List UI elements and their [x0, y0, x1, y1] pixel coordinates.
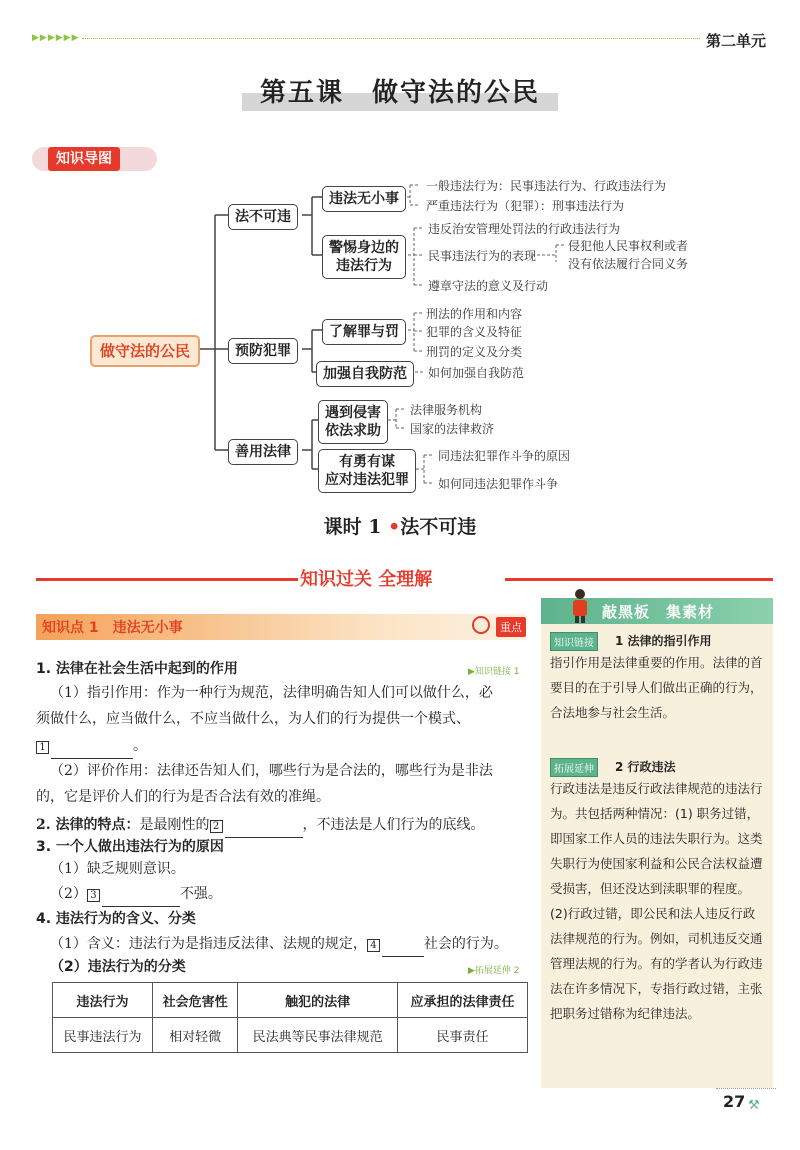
leaf: 同违法犯罪作斗争的原因 — [438, 449, 571, 463]
blank-number: 3 — [87, 889, 100, 902]
leaf: 遵章守法的意义及行动 — [428, 279, 549, 293]
knowledge-link-1[interactable]: ▶知识链接 1 — [468, 667, 520, 677]
heading-1: 1. 法律在社会生活中起到的作用 — [36, 661, 238, 677]
table-row — [53, 1018, 528, 1053]
period-title — [0, 512, 800, 539]
blank-number: 4 — [367, 939, 380, 952]
para: （1）含义：违法行为是指违反法律、法规的规定， — [50, 936, 367, 952]
table-header: 触犯的法律 — [238, 983, 398, 1018]
footer-divider — [716, 1088, 776, 1089]
section-title: 知识过关 全理解 — [300, 569, 433, 590]
section-rule-right — [505, 578, 773, 581]
leaf: 法律服务机构 — [410, 403, 483, 417]
node-yifa-qiuzhu — [318, 400, 388, 444]
table-header: 违法行为 — [53, 983, 153, 1018]
leaf: 如何同违法犯罪作斗争 — [438, 477, 559, 491]
leaf: 侵犯他人民事权利或者 — [568, 239, 689, 253]
leaf: 如何加强自我防范 — [428, 366, 525, 380]
table-header: 社会危害性 — [153, 983, 238, 1018]
blank-line-3 — [50, 880, 222, 907]
para: （2）评价作用：法律还告知人们，哪些行为是合法的，哪些行为是非法 — [50, 763, 493, 779]
table-cell: 民法典等民事法律规范 — [238, 1018, 398, 1053]
leaf: 严重违法行为（犯罪）：刑事违法行为 — [426, 199, 625, 213]
para: （2） — [50, 886, 87, 902]
extension-tag: 拓展延伸 — [550, 758, 598, 777]
node-text: 遇到侵害 — [325, 405, 381, 421]
heading-2: 2. 法律的特点： — [36, 817, 140, 833]
para-end: 社会的行为。 — [423, 936, 508, 952]
branch-fa-bu-ke-wei: 法不可违 — [228, 204, 298, 230]
branch-shan-yong-fa-lv: 善用法律 — [228, 439, 298, 465]
para: （1）指引作用：作为一种行为规范，法律明确告知人们可以做什么，必 — [50, 685, 493, 701]
period-dot: • — [388, 516, 401, 538]
classification-table — [52, 982, 528, 1053]
side-heading-1: 1 法律的指引作用 — [615, 634, 712, 648]
para-end: 不强。 — [179, 886, 222, 902]
lesson-title-text: 第五课 做守法的公民 — [242, 68, 558, 111]
blank-1[interactable] — [51, 732, 133, 759]
table-cell: 民事违法行为 — [53, 1018, 153, 1053]
leaf: 没有依法履行合同义务 — [568, 257, 689, 271]
node-text: 违法行为 — [336, 258, 392, 274]
para: 须做什么，应当做什么，不应当做什么，为人们的行为提供一个模式、 — [36, 711, 470, 727]
heading-4: 4. 违法行为的含义、分类 — [36, 911, 196, 927]
blank-4[interactable] — [382, 930, 424, 957]
leaf: 一般违法行为：民事违法行为、行政违法行为 — [426, 179, 667, 193]
teacher-icon — [568, 587, 592, 623]
section-rule-left — [36, 578, 298, 581]
para: （2）违法行为的分类 — [50, 959, 186, 975]
blank-line-1 — [36, 732, 147, 759]
leaf: 民事违法行为的表现 — [428, 249, 537, 263]
blank-3[interactable] — [102, 880, 180, 907]
kp-label: 知识点 1 违法无小事 — [42, 620, 183, 636]
blank-number: 2 — [210, 820, 223, 833]
blank-number: 1 — [36, 741, 49, 754]
node-jingti-weifa — [322, 235, 406, 279]
table-header-row — [53, 983, 528, 1018]
heading-3: 3. 一个人做出违法行为的原因 — [36, 839, 224, 855]
header-arrows: ▶▶▶▶▶▶ — [32, 33, 80, 43]
leaf: 刑法的作用和内容 — [426, 307, 523, 321]
unit-label: 第二单元 — [706, 32, 767, 50]
node-ziwo-fangfan: 加强自我防范 — [316, 361, 414, 387]
side-panel-title: 敲黑板 集素材 — [602, 603, 715, 621]
para-end: 。 — [133, 738, 147, 754]
node-text: 有勇有谋 — [339, 454, 395, 470]
side-body-1: 指引作用是法律重要的作用。法律的首要目的在于引导人们做出正确的行为，合法地参与社会生活。 — [550, 655, 763, 720]
table-header: 应承担的法律责任 — [398, 983, 528, 1018]
leaf: 违反治安管理处罚法的行政违法行为 — [428, 222, 621, 236]
gavel-icon: ⚒ — [748, 1098, 760, 1113]
node-weifa-wu-xiaoshi: 违法无小事 — [322, 186, 406, 212]
leaf: 犯罪的含义及特征 — [426, 325, 523, 339]
para: （1）缺乏规则意识。 — [50, 861, 185, 877]
para: 的，它是评价人们的行为是否合法有效的准绳。 — [36, 789, 330, 805]
para: 是最刚性的 — [139, 817, 210, 833]
mindmap-root: 做守法的公民 — [90, 335, 200, 367]
target-icon — [472, 616, 490, 634]
node-text: 警惕身边的 — [329, 240, 399, 256]
side-heading-2: 2 行政违法 — [615, 760, 676, 774]
table-cell: 相对轻微 — [153, 1018, 238, 1053]
mindmap-badge: 知识导图 — [48, 147, 120, 171]
side-body-2: 行政违法是违反行政法律规范的违法行为。共包括两种情况：(1) 职务过错，即国家工作人员的违法失职行为。这类失职行为使国家利益和公民合法权益遭受损害，但还没达到渎职罪的程度。(2)行政过错，即公民和法人违反行政法律规范的行为。例如，司机违反交通管理法规的行为。有的学者认为行政违法在许多情况下，专指行政过错，主张把职务过错称为纪律违法。 — [550, 781, 763, 1021]
blank-line-4 — [50, 930, 508, 957]
key-point-tag: 重点 — [496, 617, 526, 637]
node-yingdui-fanzui — [318, 449, 416, 493]
node-liaojie-zui-fa: 了解罪与罚 — [322, 319, 406, 345]
leaf: 刑罚的定义及分类 — [426, 345, 523, 359]
node-text: 依法求助 — [325, 423, 381, 439]
extension-link-2[interactable]: ▶拓展延伸 2 — [468, 966, 520, 976]
heading-2-line — [36, 811, 485, 838]
page-number: 27 — [723, 1092, 746, 1111]
period-name: 法不可违 — [400, 516, 477, 538]
knowledge-link-tag: 知识链接 — [550, 632, 598, 651]
period-number: 课时 1 — [323, 516, 382, 538]
table-cell: 民事责任 — [398, 1018, 528, 1053]
para-end: ，不违法是人们行为的底线。 — [302, 817, 485, 833]
branch-yu-fang-fan-zui: 预防犯罪 — [228, 338, 298, 364]
blank-2[interactable] — [225, 811, 303, 838]
node-text: 应对违法犯罪 — [325, 472, 409, 488]
leaf: 国家的法律救济 — [410, 422, 495, 436]
